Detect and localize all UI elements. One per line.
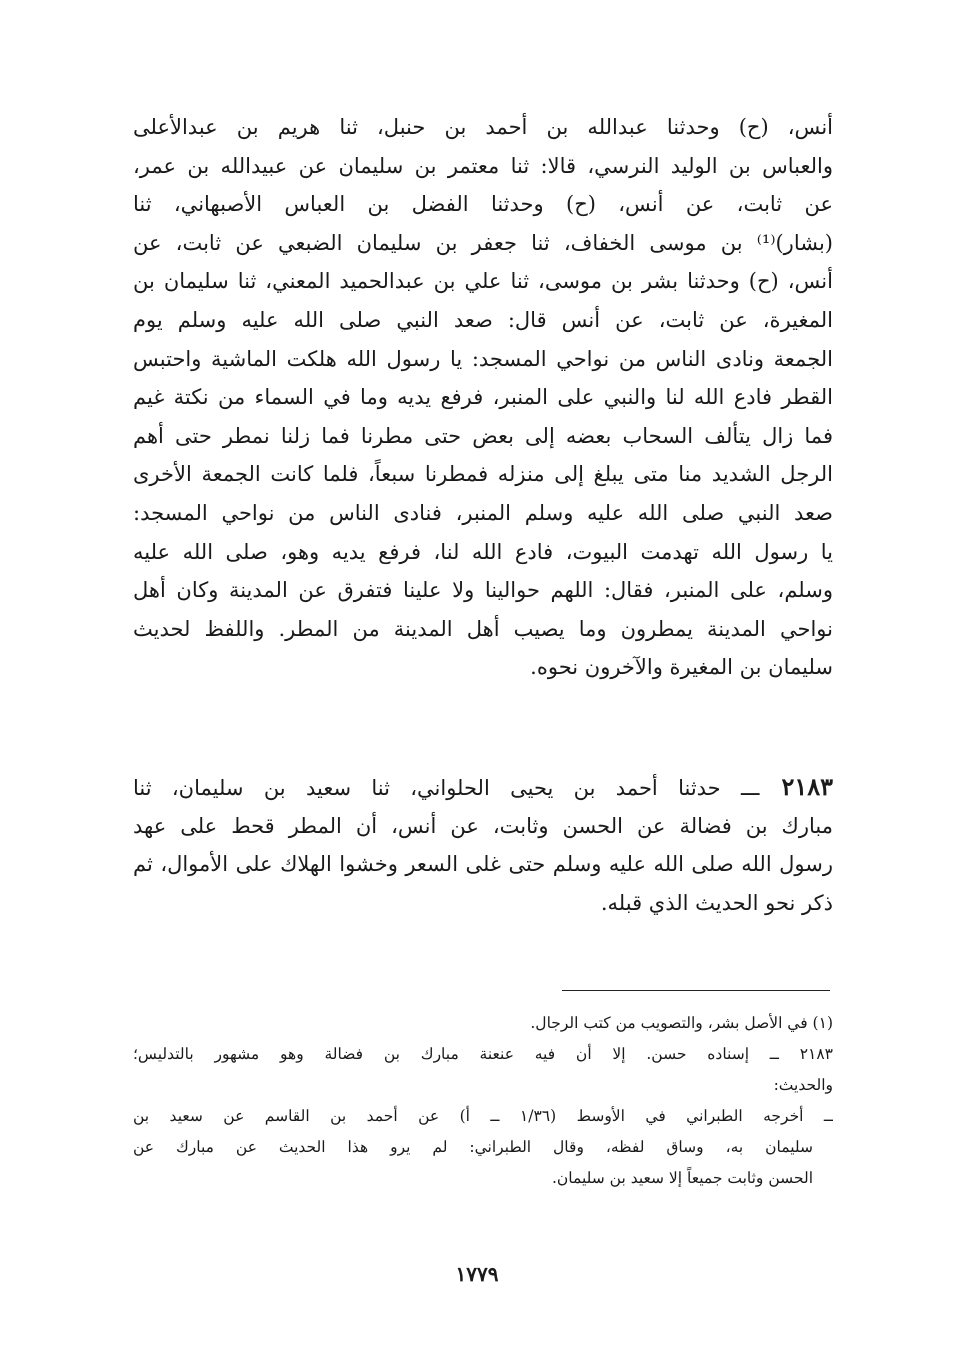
text-line: أنس، (ح) وحدثنا عبدالله بن أحمد بن حنبل، ثنا هريم بن عبدالأعلى — [133, 115, 833, 139]
footnotes — [133, 1008, 833, 1194]
text-line: أنس، (ح) وحدثنا بشر بن موسى، ثنا علي بن عبدالحميد المعني، ثنا سليمان بن — [133, 269, 833, 294]
text-line: نواحي المدينة يمطرون وما يصيب أهل المدينة من المطر. واللفظ لحديث — [133, 616, 833, 641]
text-line: حدثنا أحمد بن يحيى الحلواني، ثنا سعيد بن سليمان، ثنا — [133, 776, 721, 800]
footnote-line: ٢١٨٣ ــ إسناده حسن. إلا أن فيه عنعنة مبارك بن فضالة وهو مشهور بالتدليس؛ — [133, 1045, 833, 1063]
text-line: (بشار)⁽¹⁾ بن موسى الخفاف، ثنا جعفر بن سليمان الضبعي عن ثابت، عن — [133, 230, 833, 255]
footnote-separator — [562, 990, 830, 991]
page-number: ١٧٧٩ — [455, 1262, 499, 1286]
footnote-line: الحسن وثابت جميعاً إلا سعيد بن سليمان. — [551, 1169, 813, 1187]
footnote-line: ــ أخرجه الطبراني في الأوسط (١/٣٦ ــ أ) عن أحمد بن القاسم عن سعيد بن — [133, 1107, 833, 1125]
text-line: فما زال يتألف السحاب بعضه إلى بعض حتى مطرنا فما زلنا نمطر حتى أهم — [133, 423, 833, 448]
text-line: المغيرة، عن ثابت، عن أنس قال: صعد النبي صلى الله عليه وسلم يوم — [133, 307, 833, 332]
text-line: الجمعة ونادى الناس من نواحي المسجد: يا رسول الله هلكت الماشية واحتبس — [133, 346, 833, 371]
hadith-continuation-text — [133, 108, 833, 687]
text-line: والعباس بن الوليد النرسي، قالا: ثنا معتمر بن سليمان عن عبيدالله بن عمر، — [133, 153, 833, 178]
text-line: ذكر نحو الحديث الذي قبله. — [600, 890, 833, 915]
footnote-line: سليمان به، وساق لفظه، وقال الطبراني: لم يرو هذا الحديث عن مبارك عن — [133, 1138, 813, 1156]
hadith-2183 — [133, 768, 833, 922]
footnote-line: (١) في الأصل بشر، والتصويب من كتب الرجال. — [530, 1014, 833, 1032]
text-line: مبارك بن فضالة عن الحسن وثابت، عن أنس، أن المطر قحط على عهد — [133, 813, 833, 838]
text-line: سليمان بن المغيرة والآخرون نحوه. — [530, 655, 833, 680]
text-line: صعد النبي صلى الله عليه وسلم المنبر، فنادى الناس من نواحي المسجد: — [133, 500, 833, 525]
hadith-dash: ـــ — [720, 776, 760, 800]
hadith-number: ٢١٨٣ — [759, 772, 833, 801]
footnote-line: والحديث: — [773, 1076, 833, 1094]
text-line: يا رسول الله تهدمت البيوت، فادع الله لنا، فرفع يديه وهو، صلى الله عليه — [133, 539, 833, 564]
text-line: عن ثابت، عن أنس، (ح) وحدثنا الفضل بن العباس الأصبهاني، ثنا — [133, 192, 833, 217]
text-line: الرجل الشديد منا متى يبلغ إلى منزله فمطرنا سبعاً، فلما كانت الجمعة الأخرى — [133, 462, 833, 487]
hadith-first-line — [133, 768, 833, 807]
text-line: رسول الله صلى الله عليه وسلم حتى غلى السعر وخشوا الهلاك على الأموال، ثم — [133, 852, 833, 877]
text-line: القطر فادع الله لنا والنبي على المنبر، فرفع يديه وما في السماء من نكتة غيم — [133, 385, 833, 410]
text-line: وسلم، على المنبر، فقال: اللهم حوالينا ولا علينا فتفرق عن المدينة وكان أهل — [133, 578, 833, 603]
